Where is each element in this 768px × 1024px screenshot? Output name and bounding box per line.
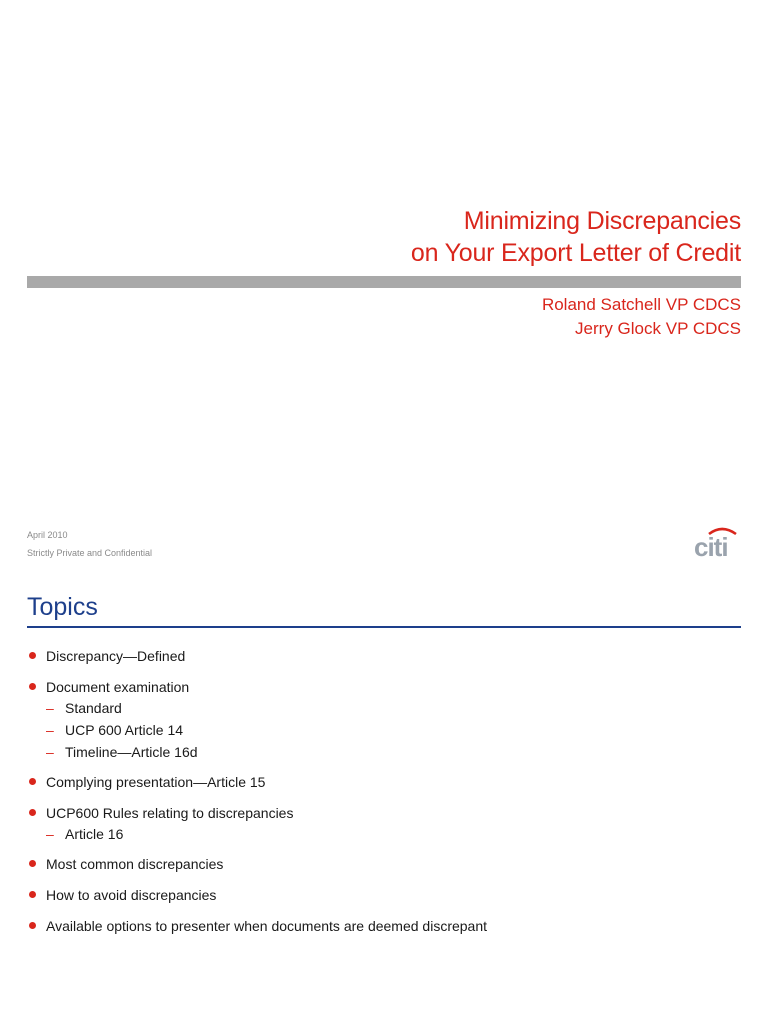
topic-item bbox=[27, 854, 741, 874]
topic-text: Discrepancy—Defined bbox=[46, 648, 186, 664]
presentation-date: April 2010 bbox=[27, 530, 68, 540]
topic-text: Most common discrepancies bbox=[46, 856, 224, 872]
subtopic-item bbox=[27, 697, 741, 719]
subtopic-text: Article 16 bbox=[65, 826, 124, 842]
dash-bullet-icon: – bbox=[46, 700, 54, 716]
bullet-dot-icon bbox=[29, 778, 36, 785]
title-line-1: Minimizing Discrepancies bbox=[463, 207, 741, 235]
topic-item bbox=[27, 772, 741, 792]
subtopic-item bbox=[27, 719, 741, 741]
bullet-dot-icon bbox=[29, 809, 36, 816]
bullet-dot-icon bbox=[29, 860, 36, 867]
subtopic-item bbox=[27, 741, 741, 763]
topics-slide bbox=[0, 576, 768, 1024]
topic-item bbox=[27, 885, 741, 905]
subtopic-text: Standard bbox=[65, 700, 122, 716]
title-line-2: on Your Export Letter of Credit bbox=[410, 239, 741, 267]
topic-text: UCP600 Rules relating to discrepancies bbox=[46, 805, 294, 821]
authors-block bbox=[542, 293, 741, 341]
topic-item bbox=[27, 803, 741, 845]
subtopic-text: Timeline—Article 16d bbox=[65, 744, 198, 760]
bullet-dot-icon bbox=[29, 891, 36, 898]
topic-text: Document examination bbox=[46, 679, 190, 695]
topic-text: Complying presentation—Article 15 bbox=[46, 774, 266, 790]
topic-item bbox=[27, 916, 741, 936]
subtopic-item bbox=[27, 823, 741, 845]
citi-logo bbox=[693, 525, 739, 559]
topics-heading-rule bbox=[27, 626, 741, 628]
bullet-dot-icon bbox=[29, 652, 36, 659]
dash-bullet-icon: – bbox=[46, 722, 54, 738]
author-2: Jerry Glock VP CDCS bbox=[575, 319, 741, 338]
confidentiality-note: Strictly Private and Confidential bbox=[27, 548, 153, 558]
title-divider-bar bbox=[27, 276, 741, 288]
topic-text: How to avoid discrepancies bbox=[46, 887, 217, 903]
author-1: Roland Satchell VP CDCS bbox=[541, 295, 741, 314]
bullet-dot-icon bbox=[29, 922, 36, 929]
bullet-dot-icon bbox=[29, 683, 36, 690]
topic-item bbox=[27, 646, 741, 666]
presentation-title bbox=[411, 205, 741, 269]
dash-bullet-icon: – bbox=[46, 826, 54, 842]
topic-item bbox=[27, 677, 741, 763]
subtopic-text: UCP 600 Article 14 bbox=[65, 722, 184, 738]
topics-heading: Topics bbox=[27, 593, 98, 621]
dash-bullet-icon: – bbox=[46, 744, 54, 760]
citi-logo-text: citi bbox=[694, 532, 728, 559]
topics-list bbox=[27, 646, 741, 947]
topic-text: Available options to presenter when documents are deemed discrepant bbox=[46, 918, 488, 934]
